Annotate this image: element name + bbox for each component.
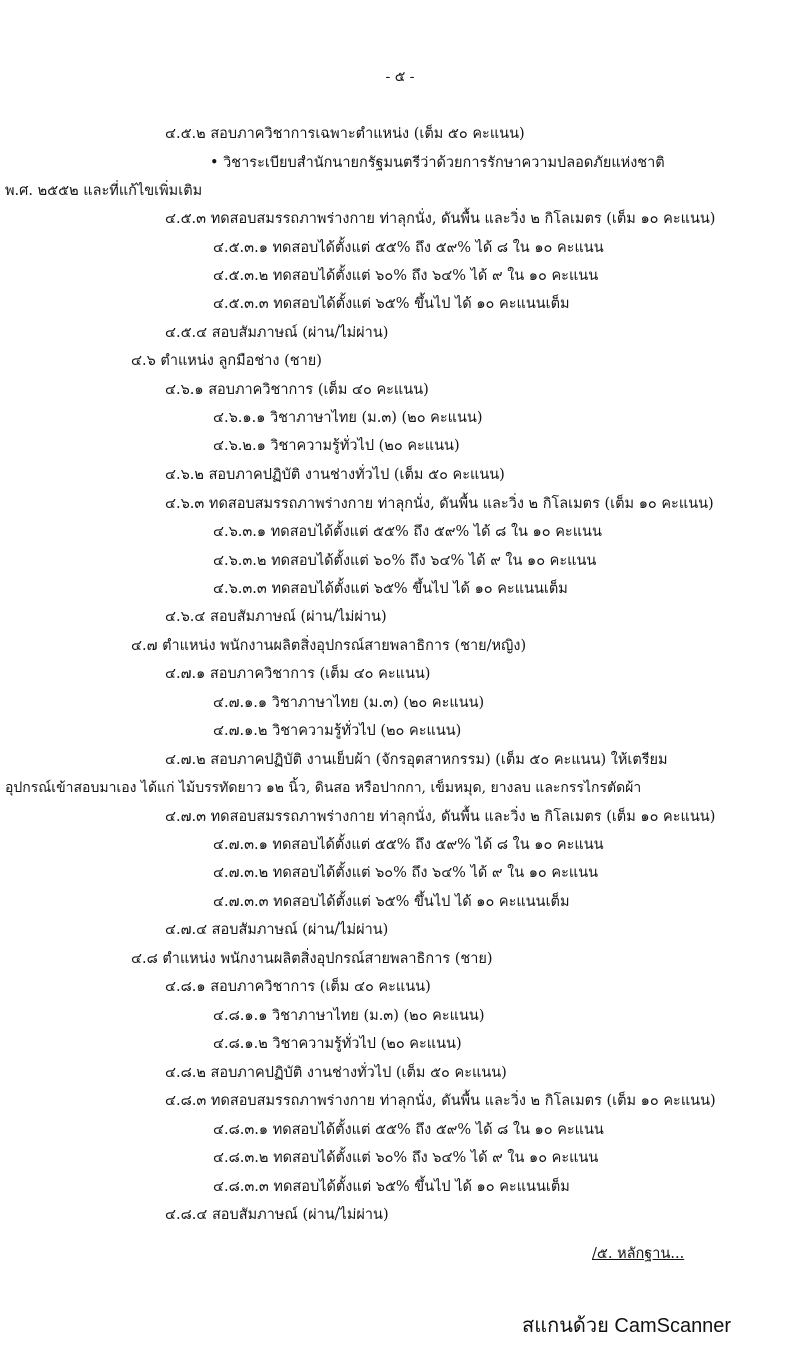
continuation-marker: /๕. หลักฐาน... bbox=[592, 1246, 685, 1262]
item-4-8-3: ๔.๘.๓ ทดสอบสมรรถภาพร่างกาย ท่าลุกนั่ง, ดันพื้น และวิ่ง ๒ กิโลเมตร (เต็ม ๑๐ คะแนน) bbox=[165, 1093, 716, 1109]
item-4-6-4: ๔.๖.๔ สอบสัมภาษณ์ (ผ่าน/ไม่ผ่าน) bbox=[165, 609, 387, 625]
item-4-7-3-3: ๔.๗.๓.๓ ทดสอบได้ตั้งแต่ ๖๕% ขึ้นไป ได้ ๑๐ คะแนนเต็ม bbox=[213, 894, 570, 910]
bullet-regulation: • วิชาระเบียบสำนักนายกรัฐมนตรีว่าด้วยการรักษาความปลอดภัยแห่งชาติ bbox=[210, 155, 665, 171]
item-4-8-3-2: ๔.๘.๓.๒ ทดสอบได้ตั้งแต่ ๖๐% ถึง ๖๔% ได้ ๙ ใน ๑๐ คะแนน bbox=[213, 1150, 599, 1166]
item-4-6-3: ๔.๖.๓ ทดสอบสมรรถภาพร่างกาย ท่าลุกนั่ง, ดันพื้น และวิ่ง ๒ กิโลเมตร (เต็ม ๑๐ คะแนน) bbox=[165, 496, 714, 512]
item-4-7-1-2: ๔.๗.๑.๒ วิชาความรู้ทั่วไป (๒๐ คะแนน) bbox=[213, 723, 462, 739]
item-4-6-1-1: ๔.๖.๑.๑ วิชาภาษาไทย (ม.๓) (๒๐ คะแนน) bbox=[213, 410, 483, 426]
item-4-7-1-1: ๔.๗.๑.๑ วิชาภาษาไทย (ม.๓) (๒๐ คะแนน) bbox=[213, 695, 485, 711]
item-4-7-1: ๔.๗.๑ สอบภาควิชาการ (เต็ม ๔๐ คะแนน) bbox=[165, 666, 431, 682]
item-4-8-1-1: ๔.๘.๑.๑ วิชาภาษาไทย (ม.๓) (๒๐ คะแนน) bbox=[213, 1008, 485, 1024]
regulation-continuation: พ.ศ. ๒๕๕๒ และที่แก้ไขเพิ่มเติม bbox=[5, 183, 203, 199]
page-number: - ๕ - bbox=[385, 69, 415, 85]
item-4-6-2-1: ๔.๖.๒.๑ วิชาความรู้ทั่วไป (๒๐ คะแนน) bbox=[213, 438, 460, 454]
item-4-8-3-3: ๔.๘.๓.๓ ทดสอบได้ตั้งแต่ ๖๕% ขึ้นไป ได้ ๑๐ คะแนนเต็ม bbox=[213, 1179, 570, 1195]
item-4-6-3-2: ๔.๖.๓.๒ ทดสอบได้ตั้งแต่ ๖๐% ถึง ๖๔% ได้ ๙ ใน ๑๐ คะแนน bbox=[213, 553, 597, 569]
item-4-5-3-1: ๔.๕.๓.๑ ทดสอบได้ตั้งแต่ ๕๕% ถึง ๕๙% ได้ ๘ ใน ๑๐ คะแนน bbox=[213, 240, 604, 256]
section-4-6-heading: ๔.๖ ตำแหน่ง ลูกมือช่าง (ชาย) bbox=[131, 353, 322, 369]
item-4-5-3: ๔.๕.๓ ทดสอบสมรรถภาพร่างกาย ท่าลุกนั่ง, ดันพื้น และวิ่ง ๒ กิโลเมตร (เต็ม ๑๐ คะแนน) bbox=[165, 211, 716, 227]
item-4-7-3-2: ๔.๗.๓.๒ ทดสอบได้ตั้งแต่ ๖๐% ถึง ๖๔% ได้ ๙ ใน ๑๐ คะแนน bbox=[213, 865, 599, 881]
item-4-7-2: ๔.๗.๒ สอบภาคปฏิบัติ งานเย็บผ้า (จักรอุตสาหกรรม) (เต็ม ๕๐ คะแนน) ให้เตรียม bbox=[165, 752, 668, 768]
item-4-6-3-1: ๔.๖.๓.๑ ทดสอบได้ตั้งแต่ ๕๕% ถึง ๕๙% ได้ ๘ ใน ๑๐ คะแนน bbox=[213, 524, 602, 540]
item-4-8-1: ๔.๘.๑ สอบภาควิชาการ (เต็ม ๔๐ คะแนน) bbox=[165, 979, 431, 995]
item-4-8-3-1: ๔.๘.๓.๑ ทดสอบได้ตั้งแต่ ๕๕% ถึง ๕๙% ได้ ๘ ใน ๑๐ คะแนน bbox=[213, 1122, 604, 1138]
item-4-6-2: ๔.๖.๒ สอบภาคปฏิบัติ งานช่างทั่วไป (เต็ม ๕๐ คะแนน) bbox=[165, 467, 505, 483]
item-4-7-4: ๔.๗.๔ สอบสัมภาษณ์ (ผ่าน/ไม่ผ่าน) bbox=[165, 922, 389, 938]
section-4-8-heading: ๔.๘ ตำแหน่ง พนักงานผลิตสิ่งอุปกรณ์สายพลาธิการ (ชาย) bbox=[131, 951, 493, 967]
item-4-8-2: ๔.๘.๒ สอบภาคปฏิบัติ งานช่างทั่วไป (เต็ม ๕๐ คะแนน) bbox=[165, 1065, 507, 1081]
item-4-7-3: ๔.๗.๓ ทดสอบสมรรถภาพร่างกาย ท่าลุกนั่ง, ดันพื้น และวิ่ง ๒ กิโลเมตร (เต็ม ๑๐ คะแนน) bbox=[165, 809, 716, 825]
item-4-7-2-continuation: อุปกรณ์เข้าสอบมาเอง ได้แก่ ไม้บรรทัดยาว ๑๒ นิ้ว, ดินสอ หรือปากกา, เข็มหมุด, ยางลบ และกรรไกรตัดผ้า bbox=[5, 780, 642, 796]
item-4-6-1: ๔.๖.๑ สอบภาควิชาการ (เต็ม ๔๐ คะแนน) bbox=[165, 382, 429, 398]
section-4-7-heading: ๔.๗ ตำแหน่ง พนักงานผลิตสิ่งอุปกรณ์สายพลาธิการ (ชาย/หญิง) bbox=[131, 638, 527, 654]
item-4-5-2: ๔.๕.๒ สอบภาควิชาการเฉพาะตำแหน่ง (เต็ม ๕๐ คะแนน) bbox=[165, 126, 525, 142]
item-4-7-3-1: ๔.๗.๓.๑ ทดสอบได้ตั้งแต่ ๕๕% ถึง ๕๙% ได้ ๘ ใน ๑๐ คะแนน bbox=[213, 837, 604, 853]
item-4-5-3-3: ๔.๕.๓.๓ ทดสอบได้ตั้งแต่ ๖๕% ขึ้นไป ได้ ๑๐ คะแนนเต็ม bbox=[213, 296, 570, 312]
item-4-8-4: ๔.๘.๔ สอบสัมภาษณ์ (ผ่าน/ไม่ผ่าน) bbox=[165, 1207, 389, 1223]
item-4-6-3-3: ๔.๖.๓.๓ ทดสอบได้ตั้งแต่ ๖๕% ขึ้นไป ได้ ๑๐ คะแนนเต็ม bbox=[213, 581, 568, 597]
item-4-5-4: ๔.๕.๔ สอบสัมภาษณ์ (ผ่าน/ไม่ผ่าน) bbox=[165, 325, 389, 341]
item-4-5-3-2: ๔.๕.๓.๒ ทดสอบได้ตั้งแต่ ๖๐% ถึง ๖๔% ได้ ๙ ใน ๑๐ คะแนน bbox=[213, 268, 599, 284]
item-4-8-1-2: ๔.๘.๑.๒ วิชาความรู้ทั่วไป (๒๐ คะแนน) bbox=[213, 1036, 462, 1052]
camscanner-watermark: สแกนด้วย CamScanner bbox=[522, 1315, 732, 1337]
